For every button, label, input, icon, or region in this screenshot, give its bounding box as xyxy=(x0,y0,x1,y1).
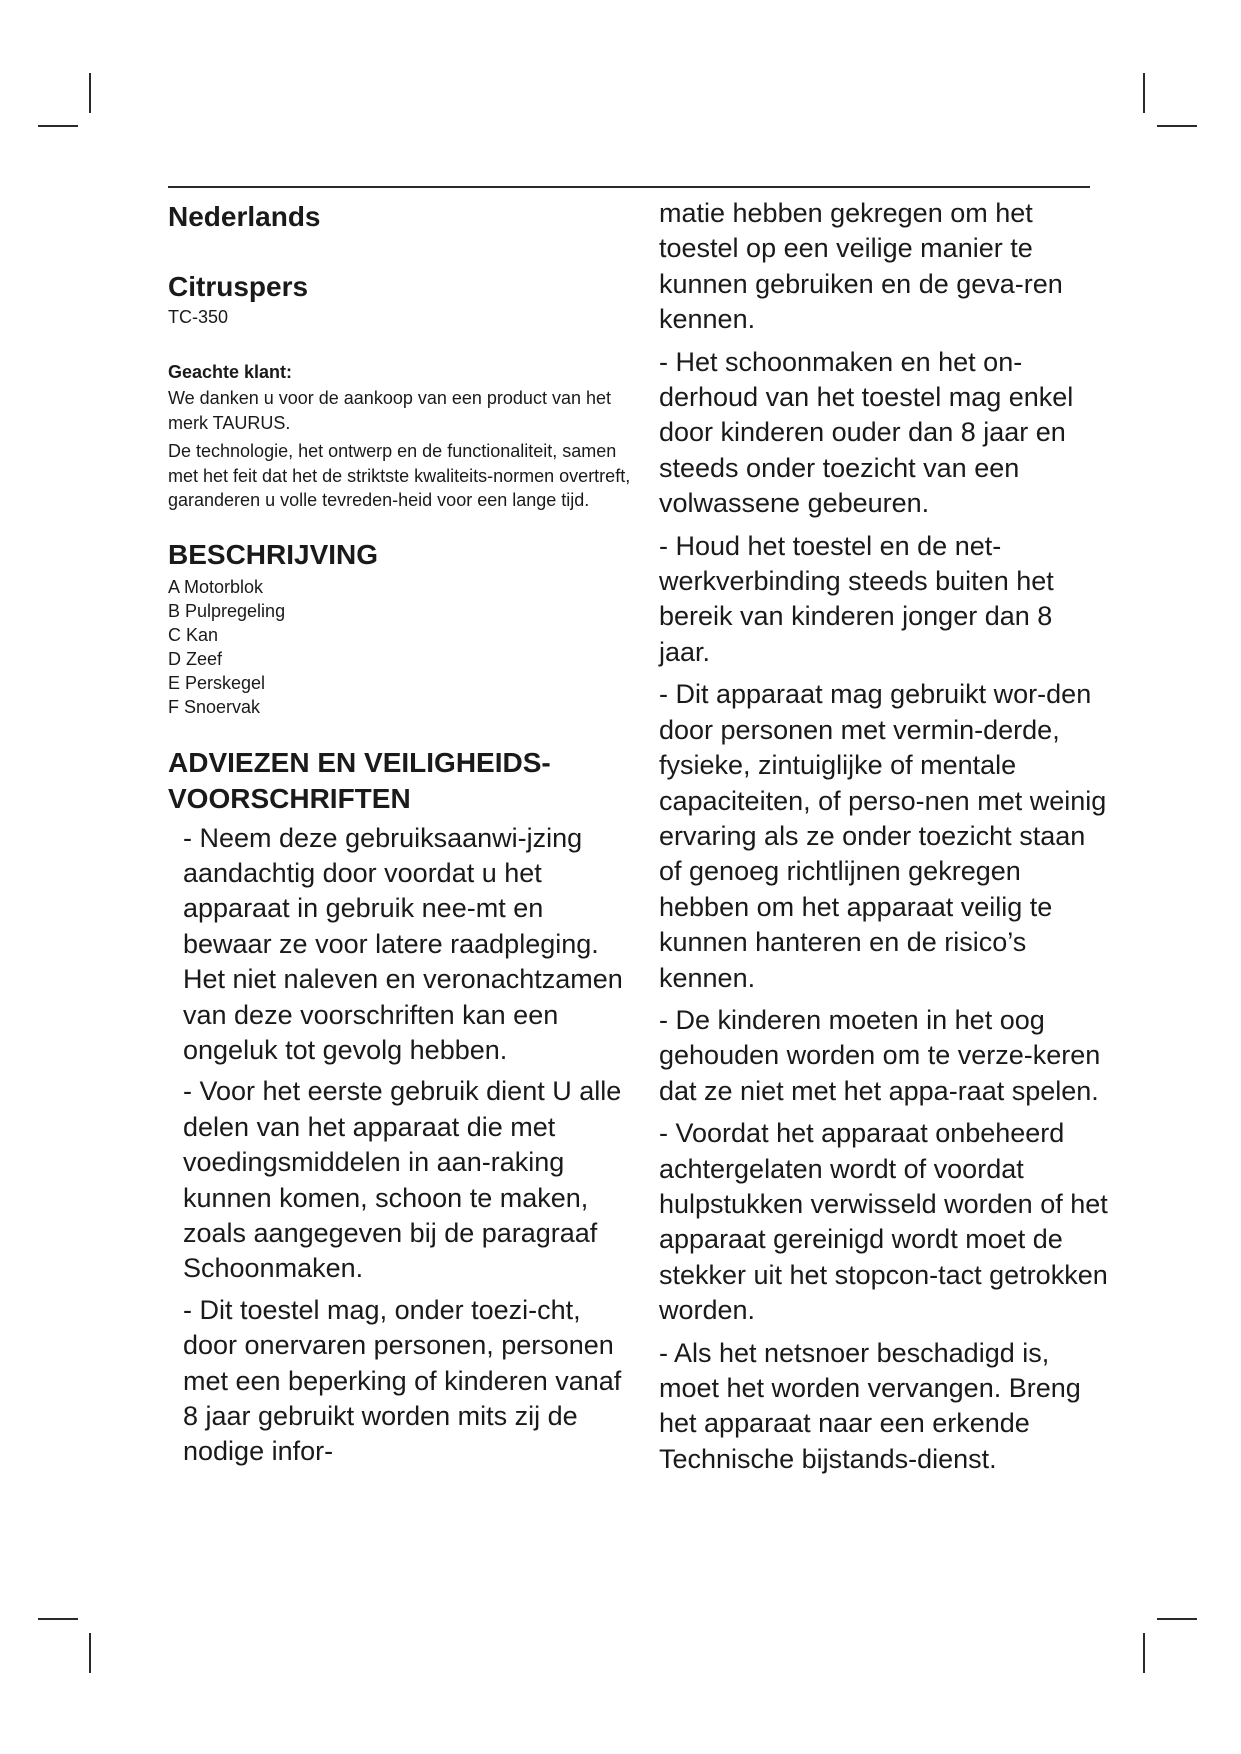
safety-paragraph: - Als het netsnoer beschadigd is, moet het worden vervangen. Breng het apparaat naar een erkende Technische bijstands-dienst. xyxy=(659,1337,1081,1474)
top-rule xyxy=(168,186,1090,188)
safety-paragraph: - Neem deze gebruiksaanwi-jzing aandachtig door voordat u het apparaat in gebruik nee-mt en bewaar ze voor latere raadpleging. Het niet naleven en veronachtzamen van deze voorschriften kan een ongeluk tot gevolg hebben. xyxy=(183,822,623,1065)
safety-paragraph: - Voordat het apparaat onbeheerd achtergelaten wordt of voordat hulpstukken verwisseld worden of het apparaat gereinigd wordt moet de stekker uit het stopcon-tact getrokken worden. xyxy=(659,1118,1108,1326)
model-number: TC-350 xyxy=(168,307,229,327)
safety-paragraph: - Dit apparaat mag gebruikt wor-den door personen met vermin-derde, fysieke, zintuiglijke of mentale capaciteiten, of perso-nen met weinig ervaring als ze onder toezicht staan of genoeg richtlijnen gekregen hebben om het apparaat veilig te kunnen hanteren en de risico’s kennen. xyxy=(659,679,1107,993)
parts-list-item: C Kan xyxy=(168,624,219,645)
parts-list-item: D Zeef xyxy=(168,648,223,669)
language-title: Nederlands xyxy=(168,201,321,232)
right-column xyxy=(659,196,1109,1484)
safety-paragraph: matie hebben gekregen om het toestel op een veilige manier te kunnen gebruiken en de geva-ren kennen. xyxy=(659,198,1063,335)
parts-list xyxy=(168,575,638,719)
crop-mark xyxy=(89,73,91,113)
description-heading: BESCHRIJVING xyxy=(168,538,379,570)
safety-heading-line: VOORSCHRIFTEN xyxy=(168,782,411,814)
parts-list-item: E Perskegel xyxy=(168,672,266,693)
safety-left-text xyxy=(183,821,638,1470)
crop-mark xyxy=(1143,1633,1145,1673)
parts-list-item: F Snoervak xyxy=(168,696,261,717)
safety-heading xyxy=(168,745,638,817)
safety-heading-line: ADVIEZEN EN VEILIGHEIDS- xyxy=(168,746,551,778)
crop-mark xyxy=(1157,125,1197,127)
crop-mark xyxy=(38,1618,78,1620)
crop-mark xyxy=(38,125,78,127)
safety-paragraph: - Voor het eerste gebruik dient U alle delen van het apparaat die met voedingsmiddelen in aan-raking kunnen komen, schoon te maken, zoals aangegeven bij de paragraaf Schoonmaken. xyxy=(183,1076,622,1284)
safety-paragraph: - Dit toestel mag, onder toezi-cht, door onervaren personen, personen met een beperking of kinderen vanaf 8 jaar gebruikt worden mits zij de nodige infor- xyxy=(183,1294,622,1467)
product-title: Citruspers xyxy=(168,271,309,302)
safety-paragraph: - De kinderen moeten in het oog gehouden worden om te verze-keren dat ze niet met het appa-raat spelen. xyxy=(659,1004,1101,1106)
crop-mark xyxy=(1157,1618,1197,1620)
crop-mark xyxy=(89,1633,91,1673)
safety-paragraph: - Het schoonmaken en het on-derhoud van het toestel mag enkel door kinderen ouder dan 8 jaar en steeds onder toezicht van een volwassene gebeuren. xyxy=(659,346,1074,519)
greeting: Geachte klant: xyxy=(168,362,293,382)
parts-list-item: A Motorblok xyxy=(168,576,264,597)
left-column xyxy=(168,196,638,1476)
intro-paragraph: We danken u voor de aankoop van een product van het merk TAURUS. xyxy=(168,388,611,433)
intro-paragraph: De technologie, het ontwerp en de functionaliteit, samen met het feit dat het de striktste kwaliteits-normen overtreft, garanderen u volle tevreden-heid voor een lange tijd. xyxy=(168,441,631,510)
parts-list-item: B Pulpregeling xyxy=(168,600,286,621)
safety-paragraph: - Houd het toestel en de net-werkverbinding steeds buiten het bereik van kinderen jonger dan 8 jaar. xyxy=(659,530,1054,667)
crop-mark xyxy=(1143,73,1145,113)
